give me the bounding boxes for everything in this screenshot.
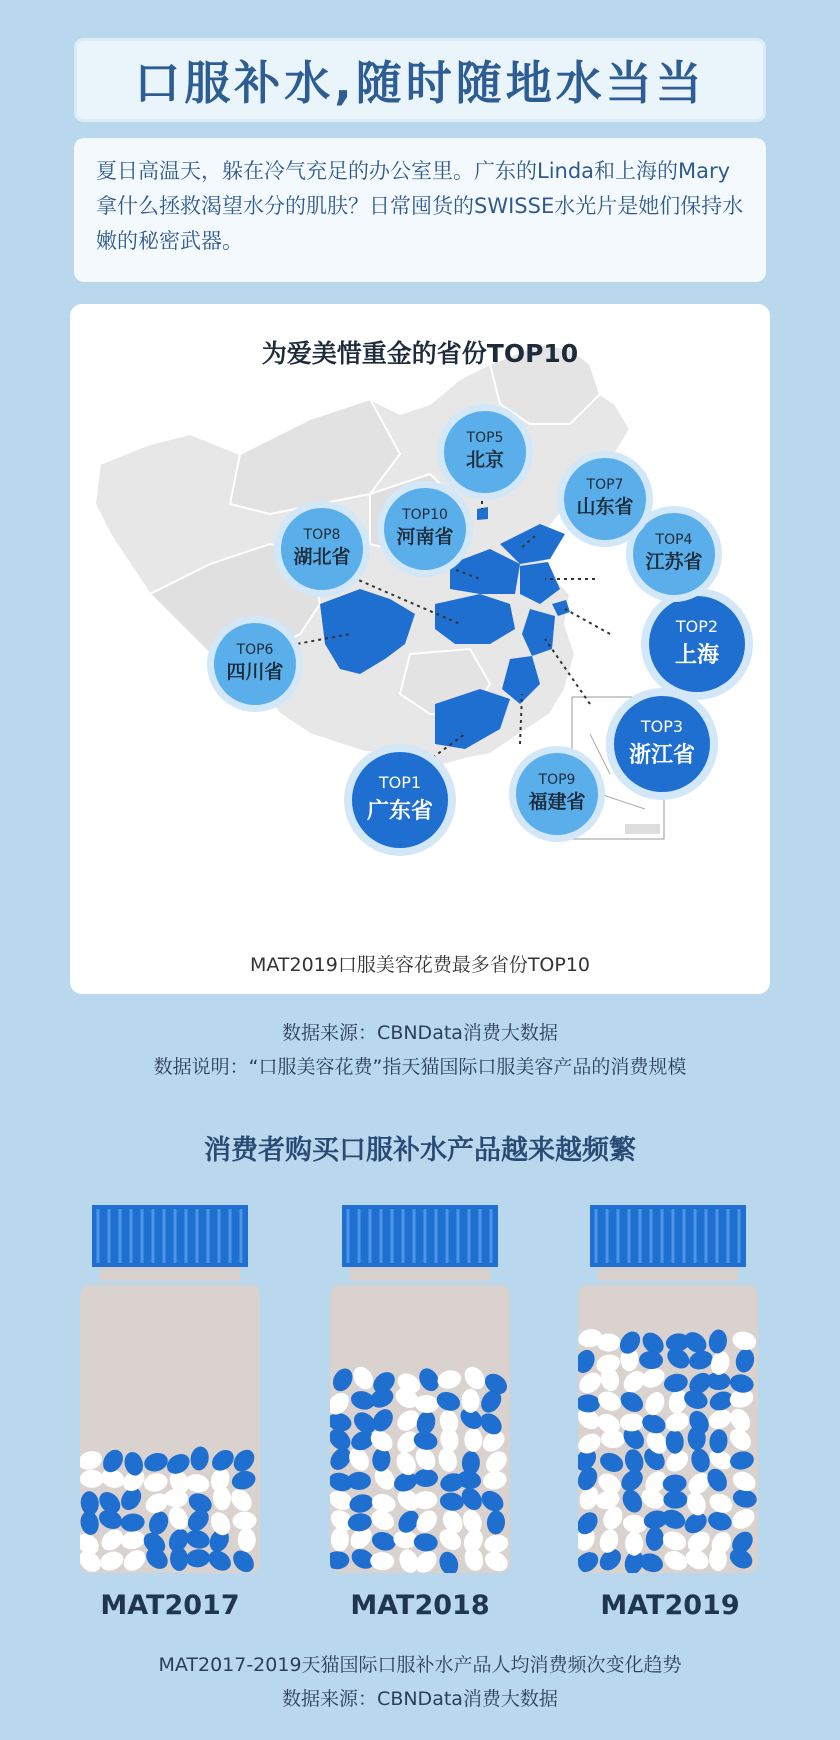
bottle-pictogram-chart <box>0 1190 840 1580</box>
intro-text: 夏日高温天，躲在冷气充足的办公室里。广东的Linda和上海的Mary拿什么拯救渴望水分的肌肤？日常囤货的SWISSE水光片是她们保持水嫩的秘密武器。 <box>96 159 744 253</box>
intro-box <box>74 138 766 282</box>
bottle-cap <box>590 1205 746 1267</box>
bubble-top9 <box>509 746 605 842</box>
bubble-top6-rank: TOP6 <box>236 642 274 658</box>
bubble-top2-rank: TOP2 <box>675 617 719 636</box>
bubble-top3-province: 浙江省 <box>628 743 696 768</box>
header-title-box <box>74 38 766 122</box>
bubble-top5-province: 北京 <box>465 449 505 471</box>
map-data-source: 数据来源：CBNData消费大数据 <box>282 1022 558 1044</box>
map-card <box>70 304 770 994</box>
bubble-top4-rank: TOP4 <box>655 532 693 548</box>
bottle-label-mat2017: MAT2017 <box>100 1590 240 1621</box>
bubble-top8 <box>274 501 370 597</box>
bubble-top10-province: 河南省 <box>396 526 454 548</box>
bottles-caption: MAT2017-2019天猫国际口服补水产品人均消费频次变化趋势 <box>158 1654 682 1676</box>
bubble-top10 <box>377 481 473 577</box>
bottle-body <box>80 1285 260 1573</box>
map-caption: MAT2019口服美容花费最多省份TOP10 <box>249 954 591 976</box>
bottles-section-title: 消费者购买口服补水产品越来越频繁 <box>204 1135 636 1166</box>
bottle-cap <box>342 1205 498 1267</box>
bottle-mat2018 <box>324 1205 511 1578</box>
bottle-label-mat2019: MAT2019 <box>600 1590 740 1621</box>
bottle-mat2017 <box>73 1205 260 1576</box>
bubble-top5 <box>437 404 533 500</box>
pill <box>663 1491 687 1509</box>
bubble-top7-province: 山东省 <box>576 496 634 518</box>
bubble-top5-rank: TOP5 <box>466 430 504 446</box>
bubble-top6 <box>207 616 303 712</box>
bubble-top2-province: 上海 <box>674 643 720 668</box>
china-map-chart <box>70 304 770 994</box>
bubble-top8-rank: TOP8 <box>303 527 341 543</box>
bubble-top3-rank: TOP3 <box>640 717 684 736</box>
bottle-cap <box>92 1205 248 1267</box>
pill <box>347 1472 371 1490</box>
bubble-top3 <box>606 688 718 800</box>
bottle-mat2019 <box>571 1205 759 1577</box>
bubble-top1-rank: TOP1 <box>378 773 422 792</box>
page-title: 口服补水,随时随地水当当 <box>134 56 706 110</box>
bubble-top4-province: 江苏省 <box>645 551 703 573</box>
bubble-top10-rank: TOP10 <box>402 507 448 523</box>
map-title: 为爱美惜重金的省份TOP10 <box>261 339 579 368</box>
pill <box>80 1470 104 1488</box>
bubble-top9-rank: TOP9 <box>538 772 576 788</box>
bubble-top1 <box>344 744 456 856</box>
map-data-note: 数据说明：“口服美容花费”指天猫国际口服美容产品的消费规模 <box>153 1056 687 1078</box>
pill <box>625 1532 643 1556</box>
bubble-top7-rank: TOP7 <box>586 477 624 493</box>
bubble-top2 <box>641 588 753 700</box>
bottles-data-source: 数据来源：CBNData消费大数据 <box>282 1688 558 1710</box>
bubble-top1-province: 广东省 <box>366 799 434 824</box>
bubble-top9-province: 福建省 <box>528 791 586 813</box>
bubble-top8-province: 湖北省 <box>293 546 351 568</box>
bubble-top7 <box>557 451 653 547</box>
bubble-top6-province: 四川省 <box>226 661 284 683</box>
bottle-label-mat2018: MAT2018 <box>350 1590 490 1621</box>
